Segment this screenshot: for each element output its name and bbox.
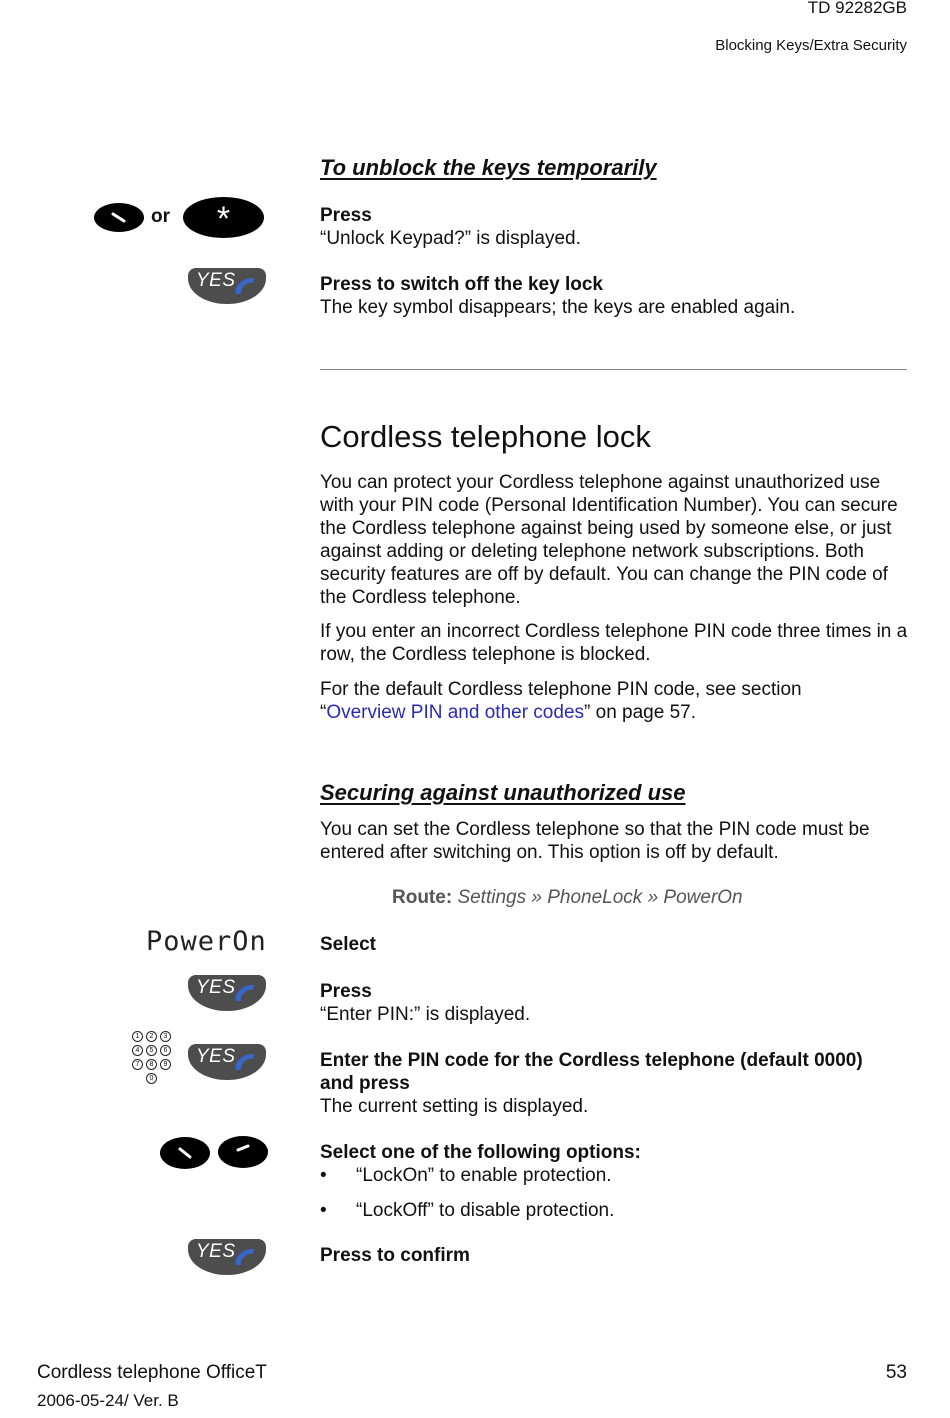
- handset-icon: [232, 981, 258, 1005]
- pin-title-line2: and press: [320, 1073, 410, 1094]
- document-code: TD 92282GB: [807, 0, 907, 17]
- footer-date-version: 2006-05-24/ Ver. B: [37, 1391, 179, 1410]
- yes-key-label: YES: [196, 977, 236, 998]
- yes-key-label: YES: [196, 270, 236, 291]
- unblock-step1-title: Press: [320, 205, 372, 226]
- section-divider: [320, 369, 907, 370]
- lcd-display: PowerOn: [146, 926, 267, 957]
- option-lockon: [320, 1164, 612, 1187]
- unblock-step2-title: Press to switch off the key lock: [320, 274, 603, 295]
- keypad-digit: 2: [146, 1031, 157, 1042]
- pin-text: The current setting is displayed.: [320, 1096, 589, 1117]
- lock-para3-pre: For the default Cordless telephone PIN code, see section: [320, 679, 802, 700]
- lock-para1: You can protect your Cordless telephone against unauthorized use with your PIN code (Personal Identification Number). You can secure the Cordless telephone against being used by someone else, or just against adding or deleting telephone network subscriptions. Both security features are off by default. You can change the PIN code of the Cordless telephone.: [320, 472, 898, 608]
- unblock-step2-text: The key symbol disappears; the keys are enabled again.: [320, 297, 796, 318]
- yes-key-icon: [188, 1044, 266, 1080]
- keypad-digit: 8: [146, 1059, 157, 1070]
- yes-key-icon: [188, 975, 266, 1011]
- bullet: •: [320, 1200, 327, 1221]
- keypad-digit: 1: [132, 1031, 143, 1042]
- keypad-icon: [132, 1031, 174, 1085]
- lock-para2: If you enter an incorrect Cordless telephone PIN code three times in a row, the Cordless telephone is blocked.: [320, 621, 908, 665]
- press-label: Press: [320, 981, 372, 1002]
- bullet: •: [320, 1165, 327, 1186]
- lock-para3: [320, 678, 910, 724]
- route-path: Settings » PhoneLock » PowerOn: [457, 887, 743, 908]
- section-title: Blocking Keys/Extra Security: [715, 37, 907, 54]
- page-number: 53: [885, 1362, 907, 1383]
- pin-title: Enter the PIN code for the Cordless telephone (default 0000): [320, 1050, 863, 1071]
- keypad-digit: 3: [160, 1031, 171, 1042]
- keypad-digit: 9: [160, 1059, 171, 1070]
- option-lockoff-text: “LockOff” to disable protection.: [356, 1200, 615, 1221]
- star-key-icon: [183, 197, 264, 238]
- unblock-step1-text: “Unlock Keypad?” is displayed.: [320, 228, 581, 249]
- route-line: [392, 887, 743, 909]
- up-scroll-key-icon: [218, 1136, 268, 1168]
- option-lockon-text: “LockOn” to enable protection.: [356, 1165, 612, 1186]
- securing-heading: Securing against unauthorized use: [320, 780, 686, 805]
- yes-key-icon: [188, 1239, 266, 1275]
- unblock-heading: To unblock the keys temporarily: [320, 155, 657, 180]
- handset-icon: [232, 1245, 258, 1269]
- keypad-digit: 7: [132, 1059, 143, 1070]
- confirm-label: Press to confirm: [320, 1245, 470, 1266]
- securing-intro: You can set the Cordless telephone so that the PIN code must be entered after switching on. This option is off by default.: [320, 819, 870, 863]
- keypad-digit: 4: [132, 1045, 143, 1056]
- lock-title: Cordless telephone lock: [320, 419, 651, 454]
- yes-key-icon: [188, 268, 266, 304]
- options-title: Select one of the following options:: [320, 1142, 641, 1163]
- quote-open: “: [320, 702, 327, 723]
- keypad-digit: 5: [146, 1045, 157, 1056]
- handset-icon: [232, 274, 258, 298]
- keypad-digit: 0: [146, 1073, 157, 1084]
- down-scroll-key-icon: [160, 1137, 210, 1169]
- press-text: “Enter PIN:” is displayed.: [320, 1004, 531, 1025]
- overview-pin-link[interactable]: Overview PIN and other codes: [326, 702, 585, 723]
- lock-para3-post: ” on page 57.: [584, 702, 696, 723]
- keypad-digit: 6: [160, 1045, 171, 1056]
- star-glyph: *: [216, 200, 231, 238]
- route-label: Route:: [392, 887, 453, 908]
- yes-key-label: YES: [196, 1046, 236, 1067]
- handset-icon: [232, 1050, 258, 1074]
- option-lockoff: [320, 1199, 614, 1222]
- yes-key-label: YES: [196, 1241, 236, 1262]
- or-label: or: [151, 206, 170, 227]
- footer-product: Cordless telephone OfficeT: [37, 1362, 267, 1383]
- select-label: Select: [320, 934, 376, 955]
- left-soft-key-icon: [94, 203, 144, 232]
